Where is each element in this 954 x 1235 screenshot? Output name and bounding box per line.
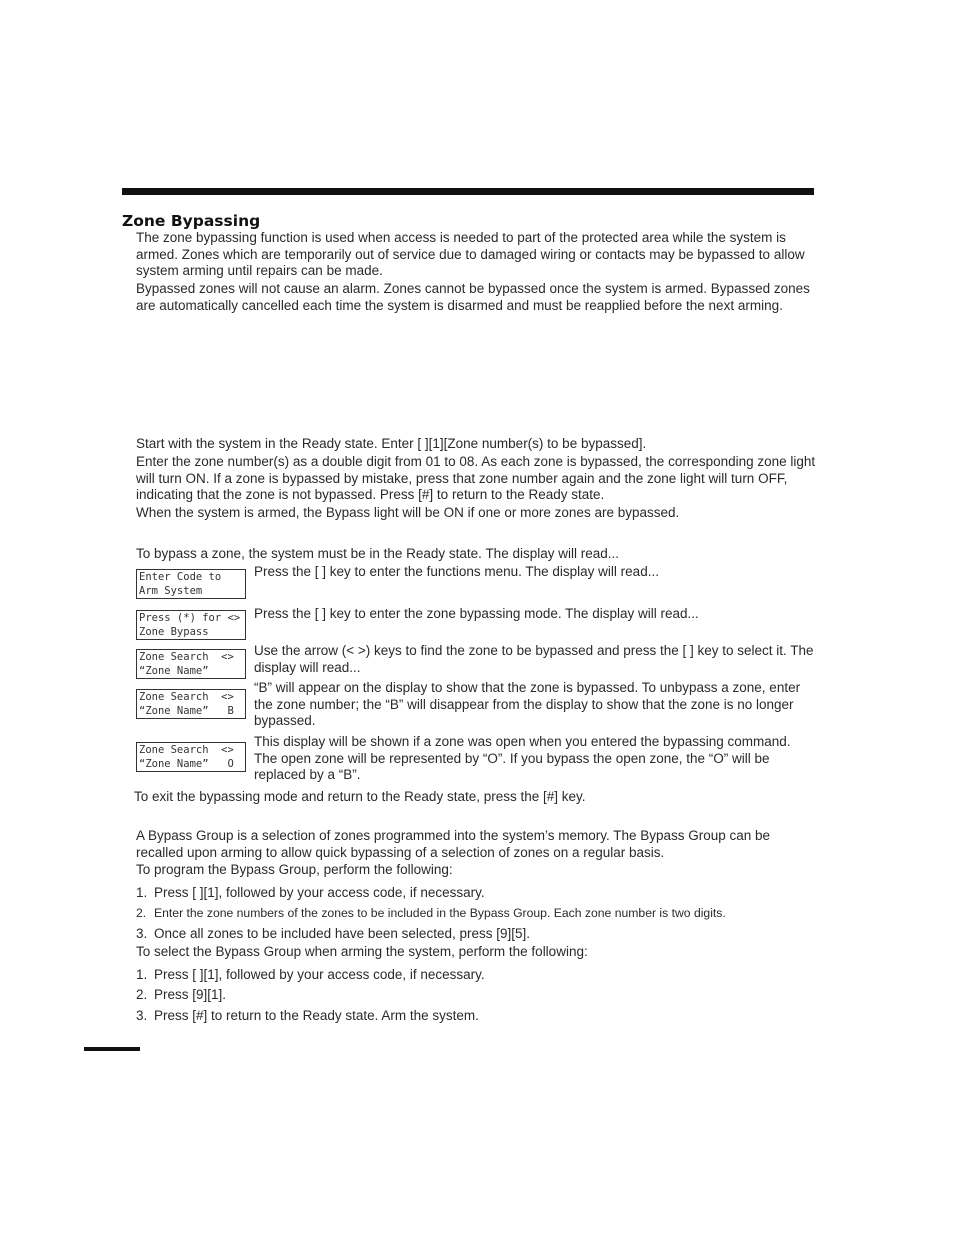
intro-paragraph-1: The zone bypassing function is used when access is needed to part of the protected area while the system is armed. Zones which are temporarily out of service due to damaged wiring or contacts may be bypassed to allow system arming until repairs can be made. — [136, 230, 805, 278]
lcd-line: Zone Search <> — [139, 651, 234, 663]
step-text: Press [9][1]. — [154, 987, 227, 1002]
lcd-display-5 — [136, 742, 246, 772]
lcd-line: Zone Bypass — [139, 626, 209, 638]
top-rule — [122, 188, 814, 195]
lcd-line: Zone Search <> — [139, 691, 234, 703]
lcd-line: “Zone Name” — [139, 665, 209, 677]
step-number: 3. — [136, 1008, 148, 1023]
lcd-line: Enter Code to — [139, 571, 222, 583]
lcd-step-4-text: “B” will appear on the display to show that the zone is bypassed. To unbypass a zone, enter the zone number; the “B” will disappear from the display to show that the zone is no longer bypassed. — [254, 680, 801, 728]
section-title: Zone Bypassing — [122, 212, 261, 230]
select-step-3 — [136, 1008, 816, 1025]
group-intro-1: A Bypass Group is a selection of zones programmed into the system’s memory. The Bypass Group can be recalled upon arming to allow quick bypassing of a selection of zones on a regular basis. — [136, 828, 771, 860]
step-number: 2. — [136, 906, 147, 920]
step-text: Press [#] to return to the Ready state. Arm the system. — [154, 1008, 479, 1023]
led-step-3: When the system is armed, the Bypass light will be ON if one or more zones are bypassed. — [136, 505, 680, 520]
lcd-display-1 — [136, 569, 246, 599]
step-number: 3. — [136, 926, 148, 941]
lcd-line: Zone Search <> — [139, 744, 234, 756]
lcd-step-1-text: Press the [ ] key to enter the functions menu. The display will read... — [254, 564, 659, 579]
lcd-display-3 — [136, 649, 246, 679]
exit-text: To exit the bypassing mode and return to the Ready state, press the [#] key. — [134, 789, 586, 804]
select-step-2 — [136, 987, 816, 1004]
program-step-1 — [136, 885, 816, 902]
lcd-step-3-text: Use the arrow (< >) keys to find the zone to be bypassed and press the [ ] key to select it. The display will read... — [254, 643, 814, 675]
lcd-display-2 — [136, 610, 246, 640]
intro-paragraph-2: Bypassed zones will not cause an alarm. Zones cannot be bypassed once the system is armed. Bypassed zones are automatically cancelled each time the system is disarmed and must be reapplied before the next arming. — [136, 281, 810, 313]
lcd-line: “Zone Name” O — [139, 758, 234, 770]
lcd-intro: To bypass a zone, the system must be in the Ready state. The display will read... — [136, 546, 619, 561]
bottom-rule — [84, 1047, 140, 1051]
program-step-2 — [136, 905, 816, 922]
step-text: Once all zones to be included have been selected, press [9][5]. — [154, 926, 530, 941]
step-number: 2. — [136, 987, 148, 1002]
group-intro-2: To program the Bypass Group, perform the following: — [136, 862, 453, 877]
program-step-3 — [136, 926, 816, 943]
select-step-1 — [136, 967, 816, 984]
lcd-step-5-text: This display will be shown if a zone was open when you entered the bypassing command. The open zone will be represented by “O”. If you bypass the open zone, the “O” will be replaced by a “B”. — [254, 734, 791, 782]
step-text: Press [ ][1], followed by your access code, if necessary. — [154, 885, 485, 900]
lcd-step-2-text: Press the [ ] key to enter the zone bypassing mode. The display will read... — [254, 606, 699, 621]
lcd-line: Arm System — [139, 585, 203, 597]
step-number: 1. — [136, 885, 148, 900]
led-step-1: Start with the system in the Ready state. Enter [ ][1][Zone number(s) to be bypassed]. — [136, 436, 647, 451]
select-intro: To select the Bypass Group when arming the system, perform the following: — [136, 944, 588, 959]
step-number: 1. — [136, 967, 148, 982]
lcd-display-4 — [136, 689, 246, 719]
step-text: Press [ ][1], followed by your access code, if necessary. — [154, 967, 485, 982]
lcd-line: “Zone Name” B — [139, 705, 234, 717]
lcd-line: Press (*) for <> — [139, 612, 241, 624]
step-text: Enter the zone numbers of the zones to be included in the Bypass Group. Each zone number is two digits. — [154, 906, 726, 920]
led-step-2: Enter the zone number(s) as a double digit from 01 to 08. As each zone is bypassed, the corresponding zone light will turn ON. If a zone is bypassed by mistake, press that zone number again and the zone light will turn OFF, indicating that the zone is not bypassed. Press [#] to return to the Ready state. — [136, 454, 816, 502]
